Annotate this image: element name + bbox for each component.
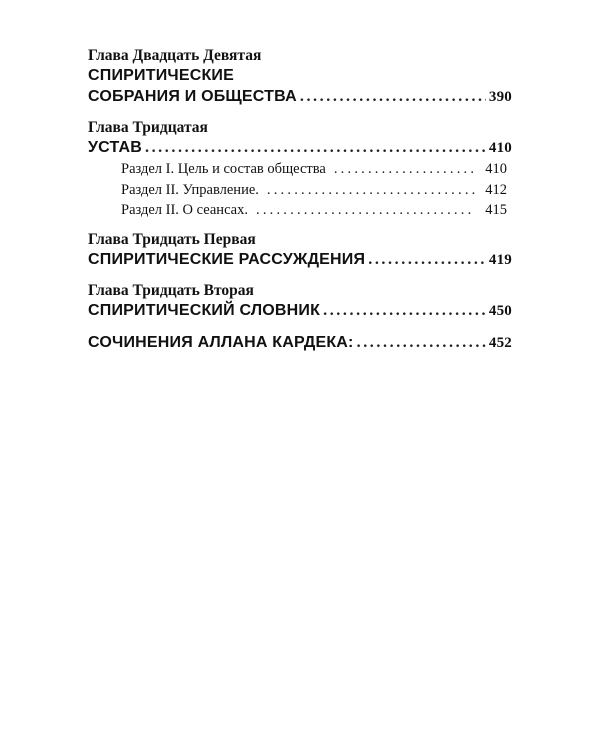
table-of-contents [88, 46, 512, 364]
toc-entry-chapter-29 [88, 46, 512, 108]
chapter-title-line [88, 137, 512, 159]
dot-leader [145, 137, 486, 158]
chapter-title-line [88, 249, 512, 271]
chapter-label: Глава Тридцать Первая [88, 230, 256, 248]
page-number: 450 [488, 302, 512, 319]
toc-entry-works [88, 332, 512, 354]
dot-leader [256, 200, 475, 221]
page-number: 410 [485, 161, 507, 177]
dot-leader [300, 86, 486, 107]
chapter-title-line [88, 86, 512, 108]
page-number: 412 [485, 181, 507, 198]
chapter-title-continued: СОБРАНИЯ И ОБЩЕСТВА [88, 88, 297, 105]
chapter-title: УСТАВ [88, 139, 142, 156]
chapter-title: СПИРИТИЧЕСКИЙ СЛОВНИК [88, 301, 321, 319]
dot-leader [357, 332, 486, 353]
chapter-title: СПИРИТИЧЕСКИЕ РАССУЖДЕНИЯ [88, 250, 366, 268]
chapter-title: СПИРИТИЧЕСКИЕ [88, 67, 235, 84]
section-title: Раздел II. О сеансах. [121, 202, 248, 218]
toc-entry-chapter-30 [88, 118, 512, 221]
chapter-label: Глава Тридцать Вторая [88, 281, 254, 299]
toc-entry-chapter-31 [88, 230, 512, 271]
page-number: 452 [488, 334, 512, 351]
dot-leader [267, 180, 475, 201]
dot-leader [323, 300, 486, 321]
toc-entry-chapter-32 [88, 281, 512, 322]
toc-section-entry [88, 159, 512, 180]
chapter-label: Глава Двадцать Девятая [88, 47, 262, 64]
page-number: 390 [488, 89, 512, 105]
page-number: 419 [488, 251, 512, 268]
section-title: Раздел II. Управление. [121, 181, 259, 198]
chapter-title-line [88, 300, 512, 322]
dot-leader [334, 159, 475, 180]
works-title-line [88, 332, 512, 354]
toc-section-entry [88, 200, 512, 221]
page-number: 410 [488, 140, 512, 156]
section-title: Раздел I. Цель и состав общества [121, 161, 326, 177]
chapter-label: Глава Тридцатая [88, 119, 208, 136]
works-title: СОЧИНЕНИЯ АЛЛАНА КАРДЕКА: [88, 333, 354, 351]
toc-section-entry [88, 180, 512, 201]
dot-leader [368, 249, 486, 270]
page-number: 415 [485, 202, 507, 218]
